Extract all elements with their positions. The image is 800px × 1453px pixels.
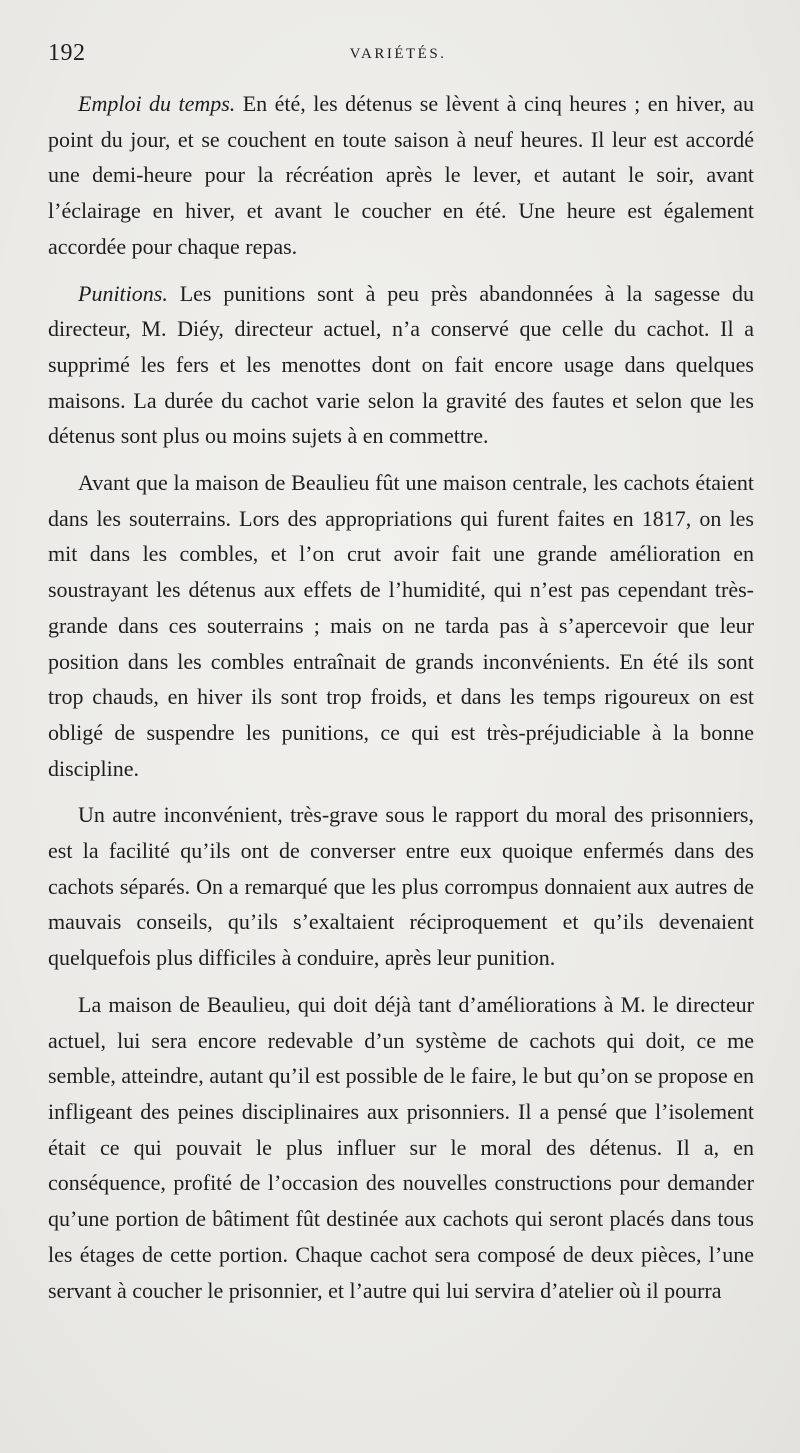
- page-header: [48, 40, 748, 74]
- run-in-heading: Emploi du temps.: [78, 91, 236, 116]
- paragraph-cachots-historique: [48, 465, 754, 786]
- paragraph-text: Un autre inconvénient, très-grave sous le rapport du moral des prisonniers, est la facilité qu’ils ont de converser entre eux quoique enfermés dans des cachots séparés. On a remarqué que les plus corrompus donnaient aux autres de mauvais conseils, qu’ils s’exaltaient réciproquement et qu’ils devenaient quelquefois plus difficiles à conduire, après leur punition.: [48, 802, 754, 971]
- paragraph-text: Les punitions sont à peu près abandonnées à la sagesse du directeur, M. Diéy, directeur actuel, n’a conservé que celle du cachot. Il a supprimé les fers et les menottes dont on fait encore usage dans quelques maisons. La durée du cachot varie selon la gravité des fautes et selon que les détenus sont plus ou moins sujets à en commettre.: [48, 280, 754, 449]
- paragraph-text: La maison de Beaulieu, qui doit déjà tant d’améliorations à M. le directeur actuel, lui sera encore redevable d’un système de cachots qui doit, ce me semble, atteindre, autant qu’il est possible de le faire, le but qu’on se propose en infligeant des peines disciplinaires aux prisonniers. Il a pensé que l’isolement était ce qui pouvait le plus influer sur le moral des détenus. Il a, en conséquence, profité de l’occasion des nouvelles constructions pour demander qu’une portion de bâtiment fût destinée aux cachots qui seront placés dans tous les étages de cette portion. Chaque cachot sera composé de deux pièces, l’une servant à coucher le prisonnier, et l’autre qui lui servira d’atelier où il pourra: [48, 991, 754, 1303]
- paragraph-text: En été, les détenus se lèvent à cinq heures ; en hiver, au point du jour, et se couchent en toute saison à neuf heures. Il leur est accordé une demi-heure pour la récréation après le lever, et autant le soir, avant l’éclairage en hiver, et avant le coucher en été. Une heure est également accordée pour chaque repas.: [48, 91, 754, 259]
- page-number: 192: [48, 40, 86, 66]
- paragraph-text: Avant que la maison de Beaulieu fût une maison centrale, les cachots étaient dans les souterrains. Lors des appropriations qui furent faites en 1817, on les mit dans les combles, et l’on crut avoir fait une grande amélioration en soustrayant les détenus aux effets de l’humidité, qui n’est pas cependant très-grande dans ces souterrains ; mais on ne tarda pas à s’apercevoir que leur position dans les combles entraînait de grands inconvénients. En été ils sont trop chauds, en hiver ils sont trop froids, et dans les temps rigoureux on est obligé de suspendre les punitions, ce qui est très-préjudiciable à la bonne discipline.: [48, 470, 754, 781]
- paragraph-systeme-cachots: [48, 987, 754, 1308]
- run-in-heading: Punitions.: [78, 280, 168, 306]
- paragraph-punitions: [48, 276, 754, 455]
- paragraph-inconvenient: [48, 797, 754, 976]
- body-text: [48, 86, 754, 1308]
- paragraph-emploi-du-temps: [48, 86, 754, 265]
- running-head: VARIÉTÉS.: [349, 46, 447, 62]
